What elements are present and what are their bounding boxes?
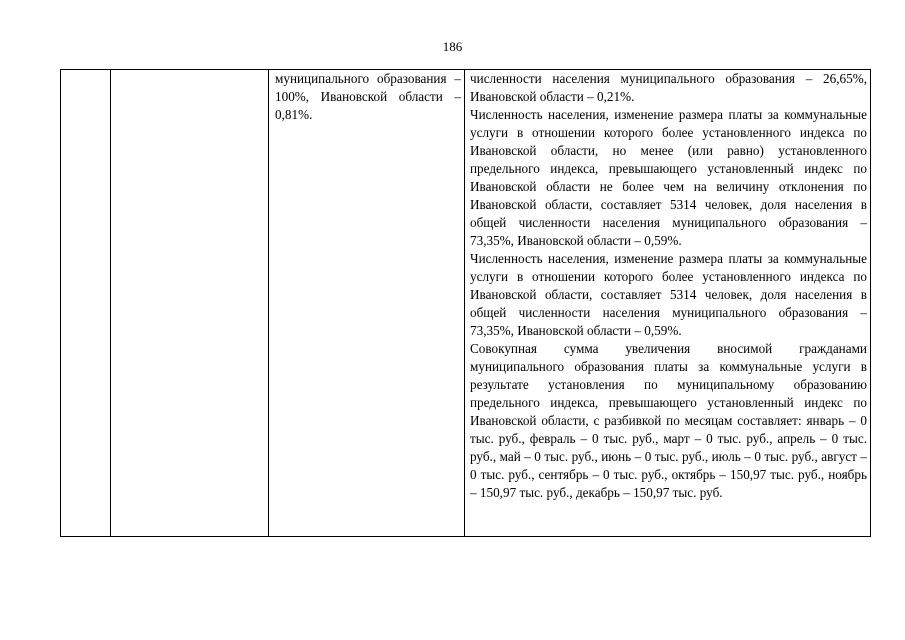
table-cell-col4 xyxy=(465,70,871,537)
table-cell-col3 xyxy=(269,70,465,537)
cell-paragraph-2: Численность населения, изменение размера платы за коммунальные услуги в отношении которого более установленного индекса по Ивановской области, но менее (или равно) установленного предельного индекса, превышающего установленный индекс по Ивановской области не более чем на величину отклонения по Ивановской области, составляет 5314 человек, доля населения в общей численности населения муниципального образования – 73,35%, Ивановской области – 0,59%. xyxy=(470,107,867,248)
table-row xyxy=(61,70,871,537)
data-table xyxy=(60,69,871,537)
cell-paragraph-4: Совокупная сумма увеличения вносимой гражданами муниципального образования платы за коммунальные услуги в результате установления по муниципальному образованию предельного индекса, превышающего установленный индекс по Ивановской области, с разбивкой по месяцам составляет: январь – 0 тыс. руб., февраль – 0 тыс. руб., март – 0 тыс. руб., апрель – 0 тыс. руб., май – 0 тыс. руб., июнь – 0 тыс. руб., июль – 0 тыс. руб., август – 0 тыс. руб., сентябрь – 0 тыс. руб., октябрь – 150,97 тыс. руб., ноябрь – 150,97 тыс. руб., декабрь – 150,97 тыс. руб. xyxy=(470,341,867,500)
page-number: 186 xyxy=(442,39,463,54)
cell-paragraph: муниципального образования – 100%, Ивановской области – 0,81%. xyxy=(275,71,461,122)
table-cell-empty-2 xyxy=(111,70,269,537)
table-cell-empty-1 xyxy=(61,70,111,537)
cell-paragraph-1: численности населения муниципального образования – 26,65%, Ивановской области – 0,21%. xyxy=(470,71,867,104)
cell-paragraph-3: Численность населения, изменение размера платы за коммунальные услуги в отношении которого более установленного индекса по Ивановской области, составляет 5314 человек, доля населения в общей численности населения муниципального образования – 73,35%, Ивановской области – 0,59%. xyxy=(470,251,867,338)
